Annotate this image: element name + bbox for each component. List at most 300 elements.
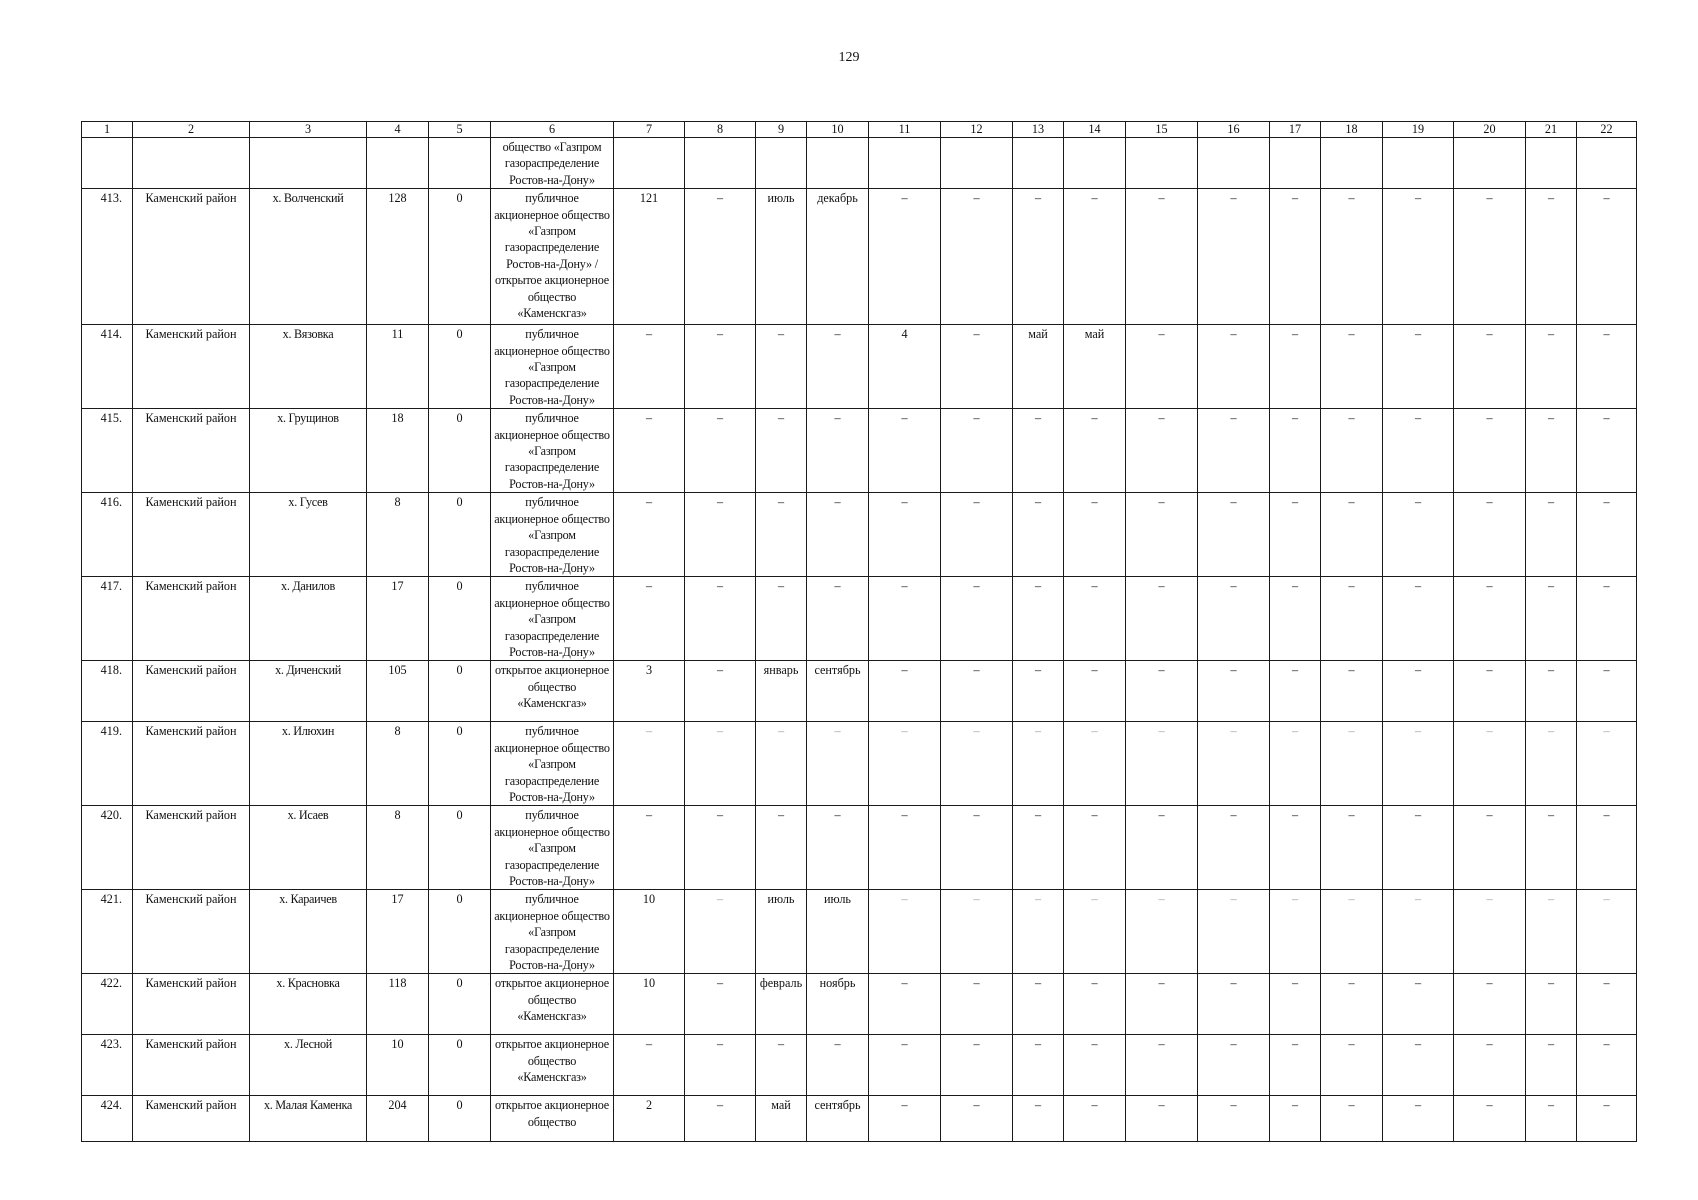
value-cell: –: [685, 722, 756, 806]
district-cell: Каменский район: [133, 722, 250, 806]
operator-cell: открытое акционерное общество: [491, 1096, 614, 1142]
column-number-header: 12: [941, 122, 1013, 138]
value-cell: 11: [367, 325, 429, 409]
row-number: 420.: [82, 806, 133, 890]
value-cell: 18: [367, 409, 429, 493]
column-number-header: 4: [367, 122, 429, 138]
value-cell: –: [1013, 661, 1064, 722]
district-cell: Каменский район: [133, 1096, 250, 1142]
value-cell: –: [869, 493, 941, 577]
value-cell: –: [1526, 1096, 1577, 1142]
operator-cell: публичное акционерное общество «Газпром газораспределение Ростов-на-Дону»: [491, 493, 614, 577]
value-cell: –: [941, 806, 1013, 890]
value-cell: 0: [429, 577, 491, 661]
value-cell: –: [1383, 661, 1454, 722]
value-cell: –: [1198, 890, 1270, 974]
value-cell: –: [807, 1035, 869, 1096]
value-cell: –: [685, 409, 756, 493]
value-cell: –: [1064, 722, 1126, 806]
value-cell: –: [1198, 493, 1270, 577]
column-number-header: 1: [82, 122, 133, 138]
value-cell: –: [1383, 722, 1454, 806]
value-cell: –: [1454, 974, 1526, 1035]
operator-cell: публичное акционерное общество «Газпром газораспределение Ростов-на-Дону»: [491, 890, 614, 974]
value-cell: –: [1383, 189, 1454, 325]
value-cell: –: [1064, 890, 1126, 974]
value-cell: –: [1526, 661, 1577, 722]
value-cell: 10: [367, 1035, 429, 1096]
value-cell: –: [614, 409, 685, 493]
value-cell: –: [614, 722, 685, 806]
value-cell: –: [1321, 1096, 1383, 1142]
value-cell: 0: [429, 189, 491, 325]
settlement-cell: х. Волченский: [250, 189, 367, 325]
value-cell: –: [1577, 577, 1637, 661]
value-cell: –: [941, 890, 1013, 974]
value-cell: –: [1013, 974, 1064, 1035]
value-cell: –: [1013, 806, 1064, 890]
value-cell: 121: [614, 189, 685, 325]
table-row: [82, 974, 1637, 1035]
value-cell: –: [1577, 325, 1637, 409]
cell: [869, 138, 941, 189]
value-cell: –: [1270, 974, 1321, 1035]
value-cell: –: [685, 661, 756, 722]
settlement-cell: х. Караичев: [250, 890, 367, 974]
operator-cell: публичное акционерное общество «Газпром газораспределение Ростов-на-Дону»: [491, 806, 614, 890]
cell: [614, 138, 685, 189]
value-cell: –: [1198, 325, 1270, 409]
row-number: 424.: [82, 1096, 133, 1142]
value-cell: –: [1321, 722, 1383, 806]
value-cell: –: [941, 974, 1013, 1035]
value-cell: –: [1577, 890, 1637, 974]
cell: [685, 138, 756, 189]
value-cell: –: [941, 661, 1013, 722]
district-cell: Каменский район: [133, 974, 250, 1035]
value-cell: февраль: [756, 974, 807, 1035]
value-cell: –: [1270, 806, 1321, 890]
value-cell: 0: [429, 806, 491, 890]
value-cell: –: [1577, 493, 1637, 577]
value-cell: –: [685, 974, 756, 1035]
operator-cell: общество «Газпром газораспределение Ростов-на-Дону»: [491, 138, 614, 189]
table-row: [82, 661, 1637, 722]
operator-cell: публичное акционерное общество «Газпром газораспределение Ростов-на-Дону»: [491, 325, 614, 409]
value-cell: сентябрь: [807, 661, 869, 722]
value-cell: 0: [429, 890, 491, 974]
table-row: [82, 577, 1637, 661]
value-cell: –: [941, 325, 1013, 409]
value-cell: –: [941, 1035, 1013, 1096]
value-cell: –: [1577, 661, 1637, 722]
column-number-header: 15: [1126, 122, 1198, 138]
value-cell: –: [1126, 890, 1198, 974]
value-cell: –: [1321, 189, 1383, 325]
value-cell: –: [1321, 409, 1383, 493]
column-number-header: 8: [685, 122, 756, 138]
value-cell: –: [1454, 890, 1526, 974]
district-cell: Каменский район: [133, 890, 250, 974]
cell: [1383, 138, 1454, 189]
page-number: 129: [838, 50, 860, 65]
value-cell: –: [1321, 974, 1383, 1035]
table-row: [82, 325, 1637, 409]
value-cell: –: [941, 493, 1013, 577]
table-row: [82, 189, 1637, 325]
district-cell: Каменский район: [133, 577, 250, 661]
value-cell: –: [756, 722, 807, 806]
cell: [1013, 138, 1064, 189]
value-cell: –: [685, 493, 756, 577]
value-cell: –: [869, 890, 941, 974]
value-cell: –: [869, 1096, 941, 1142]
value-cell: –: [1526, 1035, 1577, 1096]
column-number-header: 10: [807, 122, 869, 138]
table-row: [82, 806, 1637, 890]
value-cell: –: [685, 189, 756, 325]
value-cell: –: [1383, 1035, 1454, 1096]
value-cell: –: [1013, 409, 1064, 493]
value-cell: –: [1454, 493, 1526, 577]
value-cell: –: [1526, 806, 1577, 890]
value-cell: –: [1126, 1035, 1198, 1096]
operator-cell: открытое акционерное общество «Каменскгаз»: [491, 1035, 614, 1096]
value-cell: –: [1064, 409, 1126, 493]
value-cell: –: [807, 493, 869, 577]
settlement-cell: х. Исаев: [250, 806, 367, 890]
operator-cell: открытое акционерное общество «Каменскгаз»: [491, 974, 614, 1035]
value-cell: –: [1126, 409, 1198, 493]
value-cell: –: [1126, 806, 1198, 890]
value-cell: –: [614, 493, 685, 577]
value-cell: –: [1126, 1096, 1198, 1142]
value-cell: –: [869, 1035, 941, 1096]
value-cell: –: [1321, 806, 1383, 890]
value-cell: –: [1321, 577, 1383, 661]
column-number-header: 22: [1577, 122, 1637, 138]
value-cell: –: [1126, 189, 1198, 325]
district-cell: Каменский район: [133, 661, 250, 722]
row-number: 417.: [82, 577, 133, 661]
column-number-header: 17: [1270, 122, 1321, 138]
value-cell: 0: [429, 1096, 491, 1142]
value-cell: –: [1270, 890, 1321, 974]
value-cell: –: [1064, 974, 1126, 1035]
district-cell: Каменский район: [133, 1035, 250, 1096]
column-number-header: 14: [1064, 122, 1126, 138]
value-cell: –: [1013, 890, 1064, 974]
value-cell: июль: [756, 890, 807, 974]
value-cell: –: [1577, 409, 1637, 493]
value-cell: –: [685, 1035, 756, 1096]
cell: [1577, 138, 1637, 189]
value-cell: –: [1577, 974, 1637, 1035]
column-number-row: [82, 122, 1637, 138]
value-cell: –: [1064, 577, 1126, 661]
district-cell: Каменский район: [133, 806, 250, 890]
value-cell: –: [1064, 1096, 1126, 1142]
value-cell: 0: [429, 722, 491, 806]
value-cell: –: [1198, 577, 1270, 661]
gasification-table: [81, 121, 1637, 1142]
value-cell: –: [1383, 974, 1454, 1035]
operator-cell: публичное акционерное общество «Газпром газораспределение Ростов-на-Дону»: [491, 722, 614, 806]
table-row: [82, 890, 1637, 974]
value-cell: –: [869, 577, 941, 661]
column-number-header: 20: [1454, 122, 1526, 138]
value-cell: 0: [429, 409, 491, 493]
settlement-cell: х. Данилов: [250, 577, 367, 661]
value-cell: –: [941, 409, 1013, 493]
value-cell: –: [1270, 1035, 1321, 1096]
value-cell: 8: [367, 806, 429, 890]
value-cell: 0: [429, 661, 491, 722]
column-number-header: 5: [429, 122, 491, 138]
value-cell: –: [1198, 1035, 1270, 1096]
value-cell: –: [1383, 577, 1454, 661]
value-cell: 8: [367, 722, 429, 806]
column-number-header: 16: [1198, 122, 1270, 138]
value-cell: –: [1126, 974, 1198, 1035]
cell: [429, 138, 491, 189]
value-cell: –: [1013, 577, 1064, 661]
value-cell: –: [1198, 661, 1270, 722]
value-cell: –: [1198, 189, 1270, 325]
value-cell: –: [1454, 409, 1526, 493]
value-cell: –: [1526, 577, 1577, 661]
cell: [82, 138, 133, 189]
value-cell: –: [1270, 189, 1321, 325]
value-cell: –: [1126, 493, 1198, 577]
value-cell: –: [1013, 493, 1064, 577]
district-cell: Каменский район: [133, 409, 250, 493]
settlement-cell: х. Вязовка: [250, 325, 367, 409]
value-cell: –: [1526, 722, 1577, 806]
value-cell: 4: [869, 325, 941, 409]
column-number-header: 19: [1383, 122, 1454, 138]
value-cell: –: [1198, 409, 1270, 493]
continuation-row: [82, 138, 1637, 189]
value-cell: 0: [429, 974, 491, 1035]
value-cell: 204: [367, 1096, 429, 1142]
row-number: 422.: [82, 974, 133, 1035]
value-cell: 0: [429, 1035, 491, 1096]
value-cell: –: [1454, 1035, 1526, 1096]
value-cell: –: [807, 806, 869, 890]
value-cell: –: [1270, 493, 1321, 577]
row-number: 414.: [82, 325, 133, 409]
value-cell: –: [1383, 806, 1454, 890]
value-cell: сентябрь: [807, 1096, 869, 1142]
value-cell: –: [941, 189, 1013, 325]
value-cell: декабрь: [807, 189, 869, 325]
value-cell: –: [1577, 189, 1637, 325]
cell: [941, 138, 1013, 189]
value-cell: –: [1064, 189, 1126, 325]
table-body: [82, 138, 1637, 1142]
value-cell: 2: [614, 1096, 685, 1142]
operator-cell: открытое акционерное общество «Каменскгаз»: [491, 661, 614, 722]
settlement-cell: х. Диченский: [250, 661, 367, 722]
value-cell: –: [807, 409, 869, 493]
value-cell: –: [941, 1096, 1013, 1142]
value-cell: январь: [756, 661, 807, 722]
value-cell: –: [1198, 974, 1270, 1035]
value-cell: –: [1064, 493, 1126, 577]
value-cell: ноябрь: [807, 974, 869, 1035]
value-cell: 10: [614, 890, 685, 974]
value-cell: –: [1198, 722, 1270, 806]
value-cell: –: [1013, 189, 1064, 325]
value-cell: –: [1198, 1096, 1270, 1142]
value-cell: май: [1013, 325, 1064, 409]
value-cell: –: [1526, 890, 1577, 974]
cell: [1270, 138, 1321, 189]
value-cell: –: [1383, 1096, 1454, 1142]
cell: [1126, 138, 1198, 189]
value-cell: –: [1577, 806, 1637, 890]
value-cell: 118: [367, 974, 429, 1035]
value-cell: –: [685, 1096, 756, 1142]
value-cell: –: [685, 577, 756, 661]
value-cell: –: [685, 806, 756, 890]
column-number-header: 21: [1526, 122, 1577, 138]
value-cell: –: [869, 722, 941, 806]
value-cell: 17: [367, 577, 429, 661]
value-cell: 128: [367, 189, 429, 325]
value-cell: –: [756, 1035, 807, 1096]
district-cell: Каменский район: [133, 325, 250, 409]
value-cell: 0: [429, 493, 491, 577]
value-cell: –: [1126, 722, 1198, 806]
value-cell: 17: [367, 890, 429, 974]
settlement-cell: х. Малая Каменка: [250, 1096, 367, 1142]
value-cell: –: [1321, 493, 1383, 577]
cell: [1454, 138, 1526, 189]
value-cell: –: [1577, 1035, 1637, 1096]
cell: [756, 138, 807, 189]
value-cell: –: [756, 409, 807, 493]
value-cell: –: [869, 974, 941, 1035]
value-cell: –: [756, 577, 807, 661]
row-number: 419.: [82, 722, 133, 806]
value-cell: –: [1321, 325, 1383, 409]
value-cell: –: [614, 325, 685, 409]
value-cell: –: [614, 1035, 685, 1096]
value-cell: –: [1064, 806, 1126, 890]
row-number: 416.: [82, 493, 133, 577]
table-row: [82, 1035, 1637, 1096]
value-cell: –: [1383, 890, 1454, 974]
value-cell: –: [614, 806, 685, 890]
value-cell: 105: [367, 661, 429, 722]
value-cell: –: [869, 189, 941, 325]
row-number: 413.: [82, 189, 133, 325]
value-cell: май: [756, 1096, 807, 1142]
value-cell: –: [869, 409, 941, 493]
value-cell: –: [1126, 325, 1198, 409]
value-cell: –: [1270, 325, 1321, 409]
table-row: [82, 409, 1637, 493]
value-cell: июль: [756, 189, 807, 325]
value-cell: –: [1383, 493, 1454, 577]
value-cell: –: [756, 806, 807, 890]
row-number: 421.: [82, 890, 133, 974]
value-cell: 0: [429, 325, 491, 409]
value-cell: –: [1454, 189, 1526, 325]
value-cell: –: [1270, 661, 1321, 722]
value-cell: 3: [614, 661, 685, 722]
cell: [367, 138, 429, 189]
district-cell: Каменский район: [133, 189, 250, 325]
value-cell: –: [1383, 409, 1454, 493]
value-cell: –: [1270, 1096, 1321, 1142]
settlement-cell: х. Илюхин: [250, 722, 367, 806]
column-number-header: 2: [133, 122, 250, 138]
cell: [1526, 138, 1577, 189]
value-cell: –: [1270, 409, 1321, 493]
value-cell: 10: [614, 974, 685, 1035]
cell: [1064, 138, 1126, 189]
cell: [1198, 138, 1270, 189]
value-cell: –: [1126, 577, 1198, 661]
value-cell: –: [807, 577, 869, 661]
cell: [807, 138, 869, 189]
cell: [133, 138, 250, 189]
value-cell: –: [1577, 722, 1637, 806]
value-cell: –: [1013, 722, 1064, 806]
district-cell: Каменский район: [133, 493, 250, 577]
value-cell: –: [1198, 806, 1270, 890]
row-number: 418.: [82, 661, 133, 722]
value-cell: июль: [807, 890, 869, 974]
value-cell: –: [941, 722, 1013, 806]
cell: [250, 138, 367, 189]
value-cell: –: [756, 493, 807, 577]
value-cell: –: [1454, 661, 1526, 722]
value-cell: –: [1064, 661, 1126, 722]
column-number-header: 18: [1321, 122, 1383, 138]
value-cell: –: [869, 806, 941, 890]
settlement-cell: х. Грущинов: [250, 409, 367, 493]
operator-cell: публичное акционерное общество «Газпром газораспределение Ростов-на-Дону» / открытое акционерное общество «Каменскгаз»: [491, 189, 614, 325]
value-cell: –: [756, 325, 807, 409]
row-number: 423.: [82, 1035, 133, 1096]
value-cell: –: [614, 577, 685, 661]
value-cell: –: [807, 722, 869, 806]
operator-cell: публичное акционерное общество «Газпром газораспределение Ростов-на-Дону»: [491, 409, 614, 493]
value-cell: –: [1321, 890, 1383, 974]
value-cell: –: [1454, 806, 1526, 890]
value-cell: –: [1270, 577, 1321, 661]
table-row: [82, 722, 1637, 806]
operator-cell: публичное акционерное общество «Газпром газораспределение Ростов-на-Дону»: [491, 577, 614, 661]
value-cell: –: [1013, 1035, 1064, 1096]
column-number-header: 13: [1013, 122, 1064, 138]
value-cell: –: [807, 325, 869, 409]
value-cell: –: [1126, 661, 1198, 722]
value-cell: –: [1454, 577, 1526, 661]
value-cell: –: [1454, 722, 1526, 806]
value-cell: –: [1383, 325, 1454, 409]
value-cell: –: [1526, 974, 1577, 1035]
column-number-header: 11: [869, 122, 941, 138]
column-number-header: 9: [756, 122, 807, 138]
value-cell: –: [685, 325, 756, 409]
settlement-cell: х. Лесной: [250, 1035, 367, 1096]
value-cell: –: [1321, 1035, 1383, 1096]
